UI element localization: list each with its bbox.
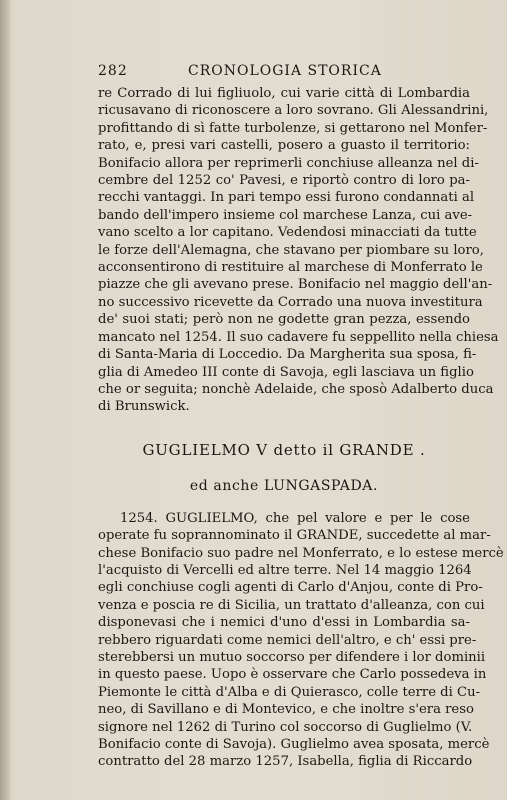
text-line: Piemonte le città d'Alba e di Quierasco, colle terre di Cu- bbox=[98, 684, 481, 700]
page-number: 282 bbox=[98, 63, 128, 79]
text-line: rato, e, presi vari castelli, posero a guasto il territorio: bbox=[98, 138, 470, 154]
text-line: Bonifacio allora per reprimerli conchiuse alleanza nel di- bbox=[98, 155, 479, 171]
text-line: contratto del 28 marzo 1257, Isabella, figlia di Riccardo bbox=[98, 754, 473, 770]
text-line: che or seguita; nonchè Adelaide, che sposò Adalberto duca bbox=[98, 381, 494, 397]
text-line: no successivo ricevette da Corrado una nuova investitura bbox=[98, 294, 483, 310]
running-head: CRONOLOGIA STORICA bbox=[188, 63, 382, 79]
paragraph-bonifacio bbox=[98, 85, 499, 416]
text-line: rebbero riguardati come nemici dell'altro, e ch' essi pre- bbox=[98, 632, 477, 648]
text-line: bando dell'impero insieme col marchese Lanza, cui ave- bbox=[98, 207, 473, 223]
text-line: sterebbersi un mutuo soccorso per difendere i lor dominii bbox=[98, 649, 486, 665]
text-line: recchi vantaggi. In pari tempo essi furono condannati al bbox=[98, 190, 475, 206]
book-spine-shadow bbox=[0, 0, 10, 800]
text-line: le forze dell'Alemagna, che stavano per piombare su loro, bbox=[98, 242, 484, 258]
text-line: piazze che gli avevano prese. Bonifacio nel maggio dell'an- bbox=[98, 277, 493, 293]
text-block bbox=[98, 63, 504, 771]
text-line: l'acquisto di Vercelli ed altre terre. Nel 14 maggio 1264 bbox=[98, 562, 472, 578]
paragraph-guglielmo bbox=[98, 510, 504, 771]
text-line: operate fu soprannominato il GRANDE, succedette al mar- bbox=[98, 528, 491, 544]
text-line: disponevasi che i nemici d'uno d'essi in Lombardia sa- bbox=[98, 615, 470, 631]
text-line: Bonifacio conte di Savoja). Guglielmo avea sposata, mercè bbox=[98, 737, 490, 752]
text-line: de' suoi stati; però non ne godette gran pezza, essendo bbox=[98, 312, 470, 328]
page-header bbox=[98, 63, 470, 85]
text-line: in questo paese. Uopo è osservare che Carlo possedeva in bbox=[98, 667, 487, 683]
text-line: re Corrado di lui figliuolo, cui varie città di Lombardia bbox=[98, 86, 470, 101]
section-title: GUGLIELMO V detto il GRANDE . bbox=[142, 440, 426, 459]
text-line: di Santa-Maria di Loccedio. Da Margherita sua sposa, fi- bbox=[98, 347, 477, 363]
text-line: glia di Amedeo III conte di Savoja, egli lasciava un figlio bbox=[98, 364, 474, 380]
text-line: neo, di Savillano e di Montevico, e che inoltre s'era reso bbox=[98, 702, 474, 718]
text-line: mancato nel 1254. Il suo cadavere fu seppellito nella chiesa bbox=[98, 329, 499, 345]
text-line: 1254. GUGLIELMO, che pel valore e per le cose bbox=[120, 510, 470, 526]
text-line: acconsentirono di restituire al marchese di Monferrato le bbox=[98, 260, 483, 276]
text-line: egli conchiuse cogli agenti di Carlo d'Anjou, conte di Pro- bbox=[98, 580, 483, 596]
text-line: venza e poscia re di Sicilia, un trattato d'alleanza, con cui bbox=[98, 597, 485, 613]
section-subtitle: ed anche LUNGASPADA. bbox=[189, 477, 379, 494]
text-line: ricusavano di riconoscere a loro sovrano. Gli Alessandrini, bbox=[98, 103, 489, 119]
text-line: signore nel 1262 di Turino col soccorso di Guglielmo (V. bbox=[98, 719, 473, 735]
text-line: vano scelto a lor capitano. Vedendosi minacciati da tutte bbox=[98, 225, 477, 241]
text-line: di Brunswick. bbox=[98, 399, 190, 415]
text-line: chese Bonifacio suo padre nel Monferrato, e lo estese mercè bbox=[98, 545, 504, 561]
text-line: cembre del 1252 co' Pavesi, e riportò contro di loro pa- bbox=[98, 173, 470, 189]
text-line: profittando di sì fatte turbolenze, si gettarono nel Monfer- bbox=[98, 120, 488, 136]
